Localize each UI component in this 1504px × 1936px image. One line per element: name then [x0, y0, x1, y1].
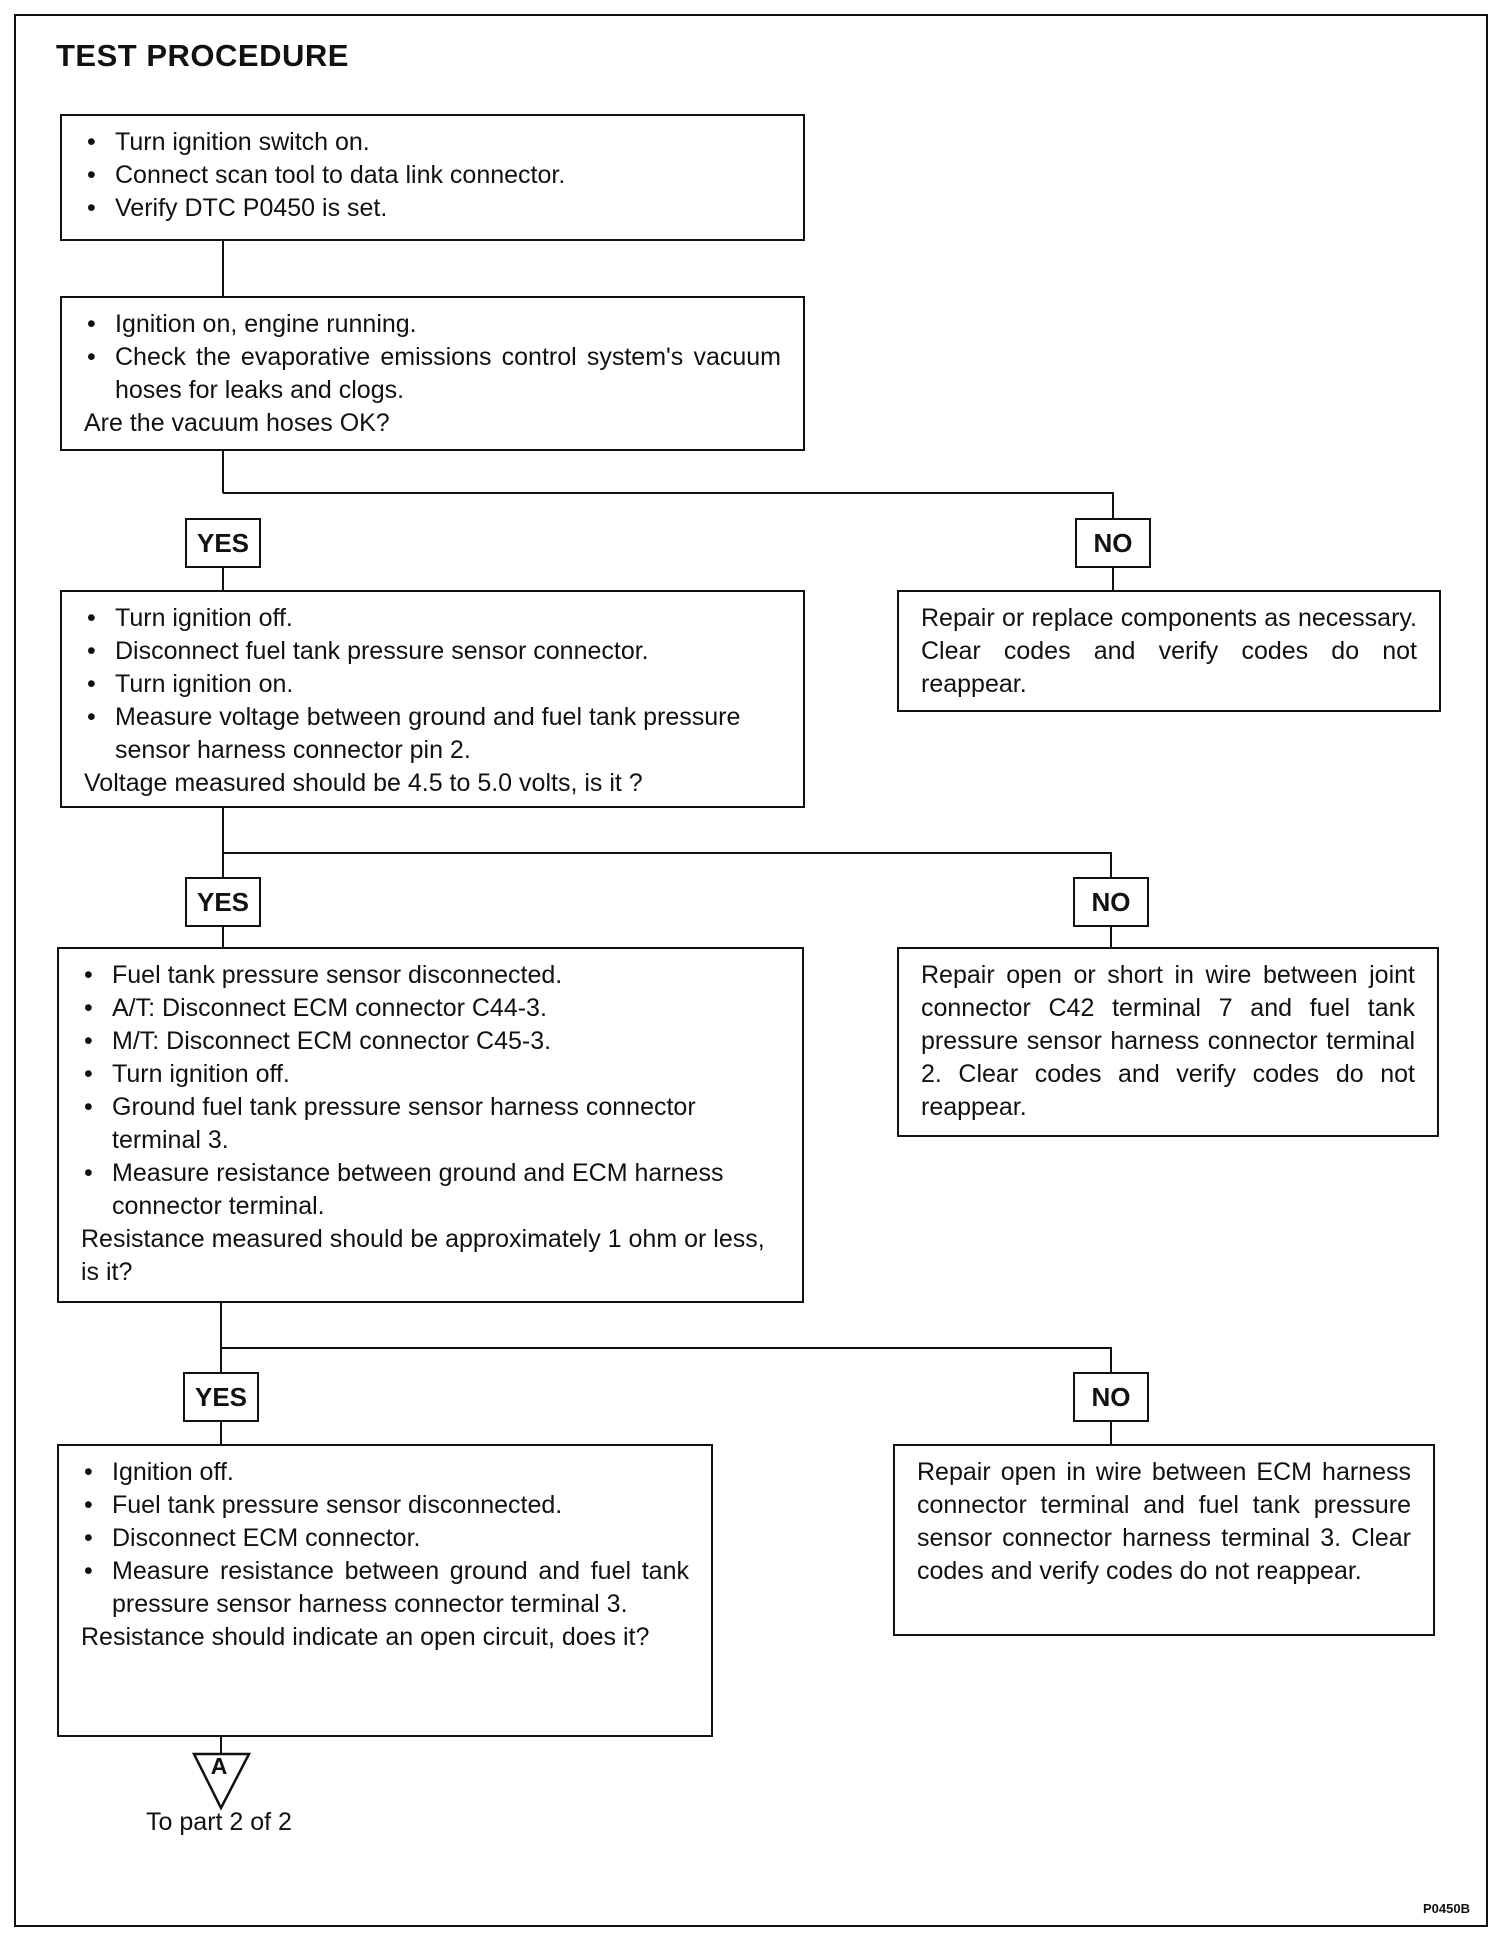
- no-label-1: NO: [1075, 518, 1151, 568]
- no-label-3: NO: [1073, 1372, 1149, 1422]
- step-3-item: • Turn ignition on.: [84, 668, 781, 701]
- step-4-item: • M/T: Disconnect ECM connector C45-3.: [81, 1025, 780, 1058]
- no-action-1-box: Repair or replace components as necessary. Clear codes and verify codes do not reappear.: [897, 590, 1441, 712]
- step-5-item: • Disconnect ECM connector.: [81, 1522, 689, 1555]
- step-4-item: • Ground fuel tank pressure sensor harness connector terminal 3.: [81, 1091, 780, 1157]
- step-3-box: [60, 590, 805, 808]
- no-action-2-box: Repair open or short in wire between joint connector C42 terminal 7 and fuel tank pressure sensor harness connector terminal 2. Clear codes and verify codes do not reappear.: [897, 947, 1439, 1137]
- yes-label-2: YES: [185, 877, 261, 927]
- no-action-3-box: Repair open in wire between ECM harness connector terminal and fuel tank pressure sensor connector harness terminal 3. Clear codes and verify codes do not reappear.: [893, 1444, 1435, 1636]
- step-1-item: • Verify DTC P0450 is set.: [84, 192, 781, 225]
- yes-label-1: YES: [185, 518, 261, 568]
- step-5-item: • Ignition off.: [81, 1456, 689, 1489]
- step-4-question: Resistance measured should be approximately 1 ohm or less, is it?: [81, 1225, 765, 1286]
- yes-label-3: YES: [183, 1372, 259, 1422]
- step-4-item: • Fuel tank pressure sensor disconnected.: [81, 959, 780, 992]
- step-5-item: • Fuel tank pressure sensor disconnected.: [81, 1489, 689, 1522]
- step-2-item: • Check the evaporative emissions control system's vacuum hoses for leaks and clogs.: [84, 341, 781, 407]
- step-4-item: • A/T: Disconnect ECM connector C44-3.: [81, 992, 780, 1025]
- step-3-item: • Measure voltage between ground and fuel tank pressure sensor harness connector pin 2.: [84, 701, 781, 767]
- step-2-box: [60, 296, 805, 451]
- continuation-label: To part 2 of 2: [146, 1808, 292, 1836]
- step-3-item: • Turn ignition off.: [84, 602, 781, 635]
- step-4-box: [57, 947, 804, 1303]
- connector-branch2-no: [223, 853, 1111, 877]
- step-3-question: Voltage measured should be 4.5 to 5.0 volts, is it ?: [84, 769, 643, 797]
- step-1-box: [60, 114, 805, 241]
- no-label-2: NO: [1073, 877, 1149, 927]
- step-5-item: • Measure resistance between ground and fuel tank pressure sensor harness connector terminal 3.: [81, 1555, 689, 1621]
- step-4-item: • Measure resistance between ground and ECM harness connector terminal.: [81, 1157, 780, 1223]
- step-1-item: • Connect scan tool to data link connector.: [84, 159, 781, 192]
- step-3-item: • Disconnect fuel tank pressure sensor connector.: [84, 635, 781, 668]
- figure-code: P0450B: [1423, 1901, 1470, 1916]
- step-2-item: • Ignition on, engine running.: [84, 308, 781, 341]
- connector-branch1-no: [223, 493, 1113, 518]
- continuation-letter: A: [210, 1753, 228, 1779]
- step-4-item: • Turn ignition off.: [81, 1058, 780, 1091]
- step-1-item: • Turn ignition switch on.: [84, 126, 781, 159]
- step-5-question: Resistance should indicate an open circuit, does it?: [81, 1623, 650, 1651]
- step-5-box: [57, 1444, 713, 1737]
- step-2-question: Are the vacuum hoses OK?: [84, 409, 390, 437]
- connector-branch3-no: [221, 1348, 1111, 1372]
- page-title: TEST PROCEDURE: [56, 38, 349, 73]
